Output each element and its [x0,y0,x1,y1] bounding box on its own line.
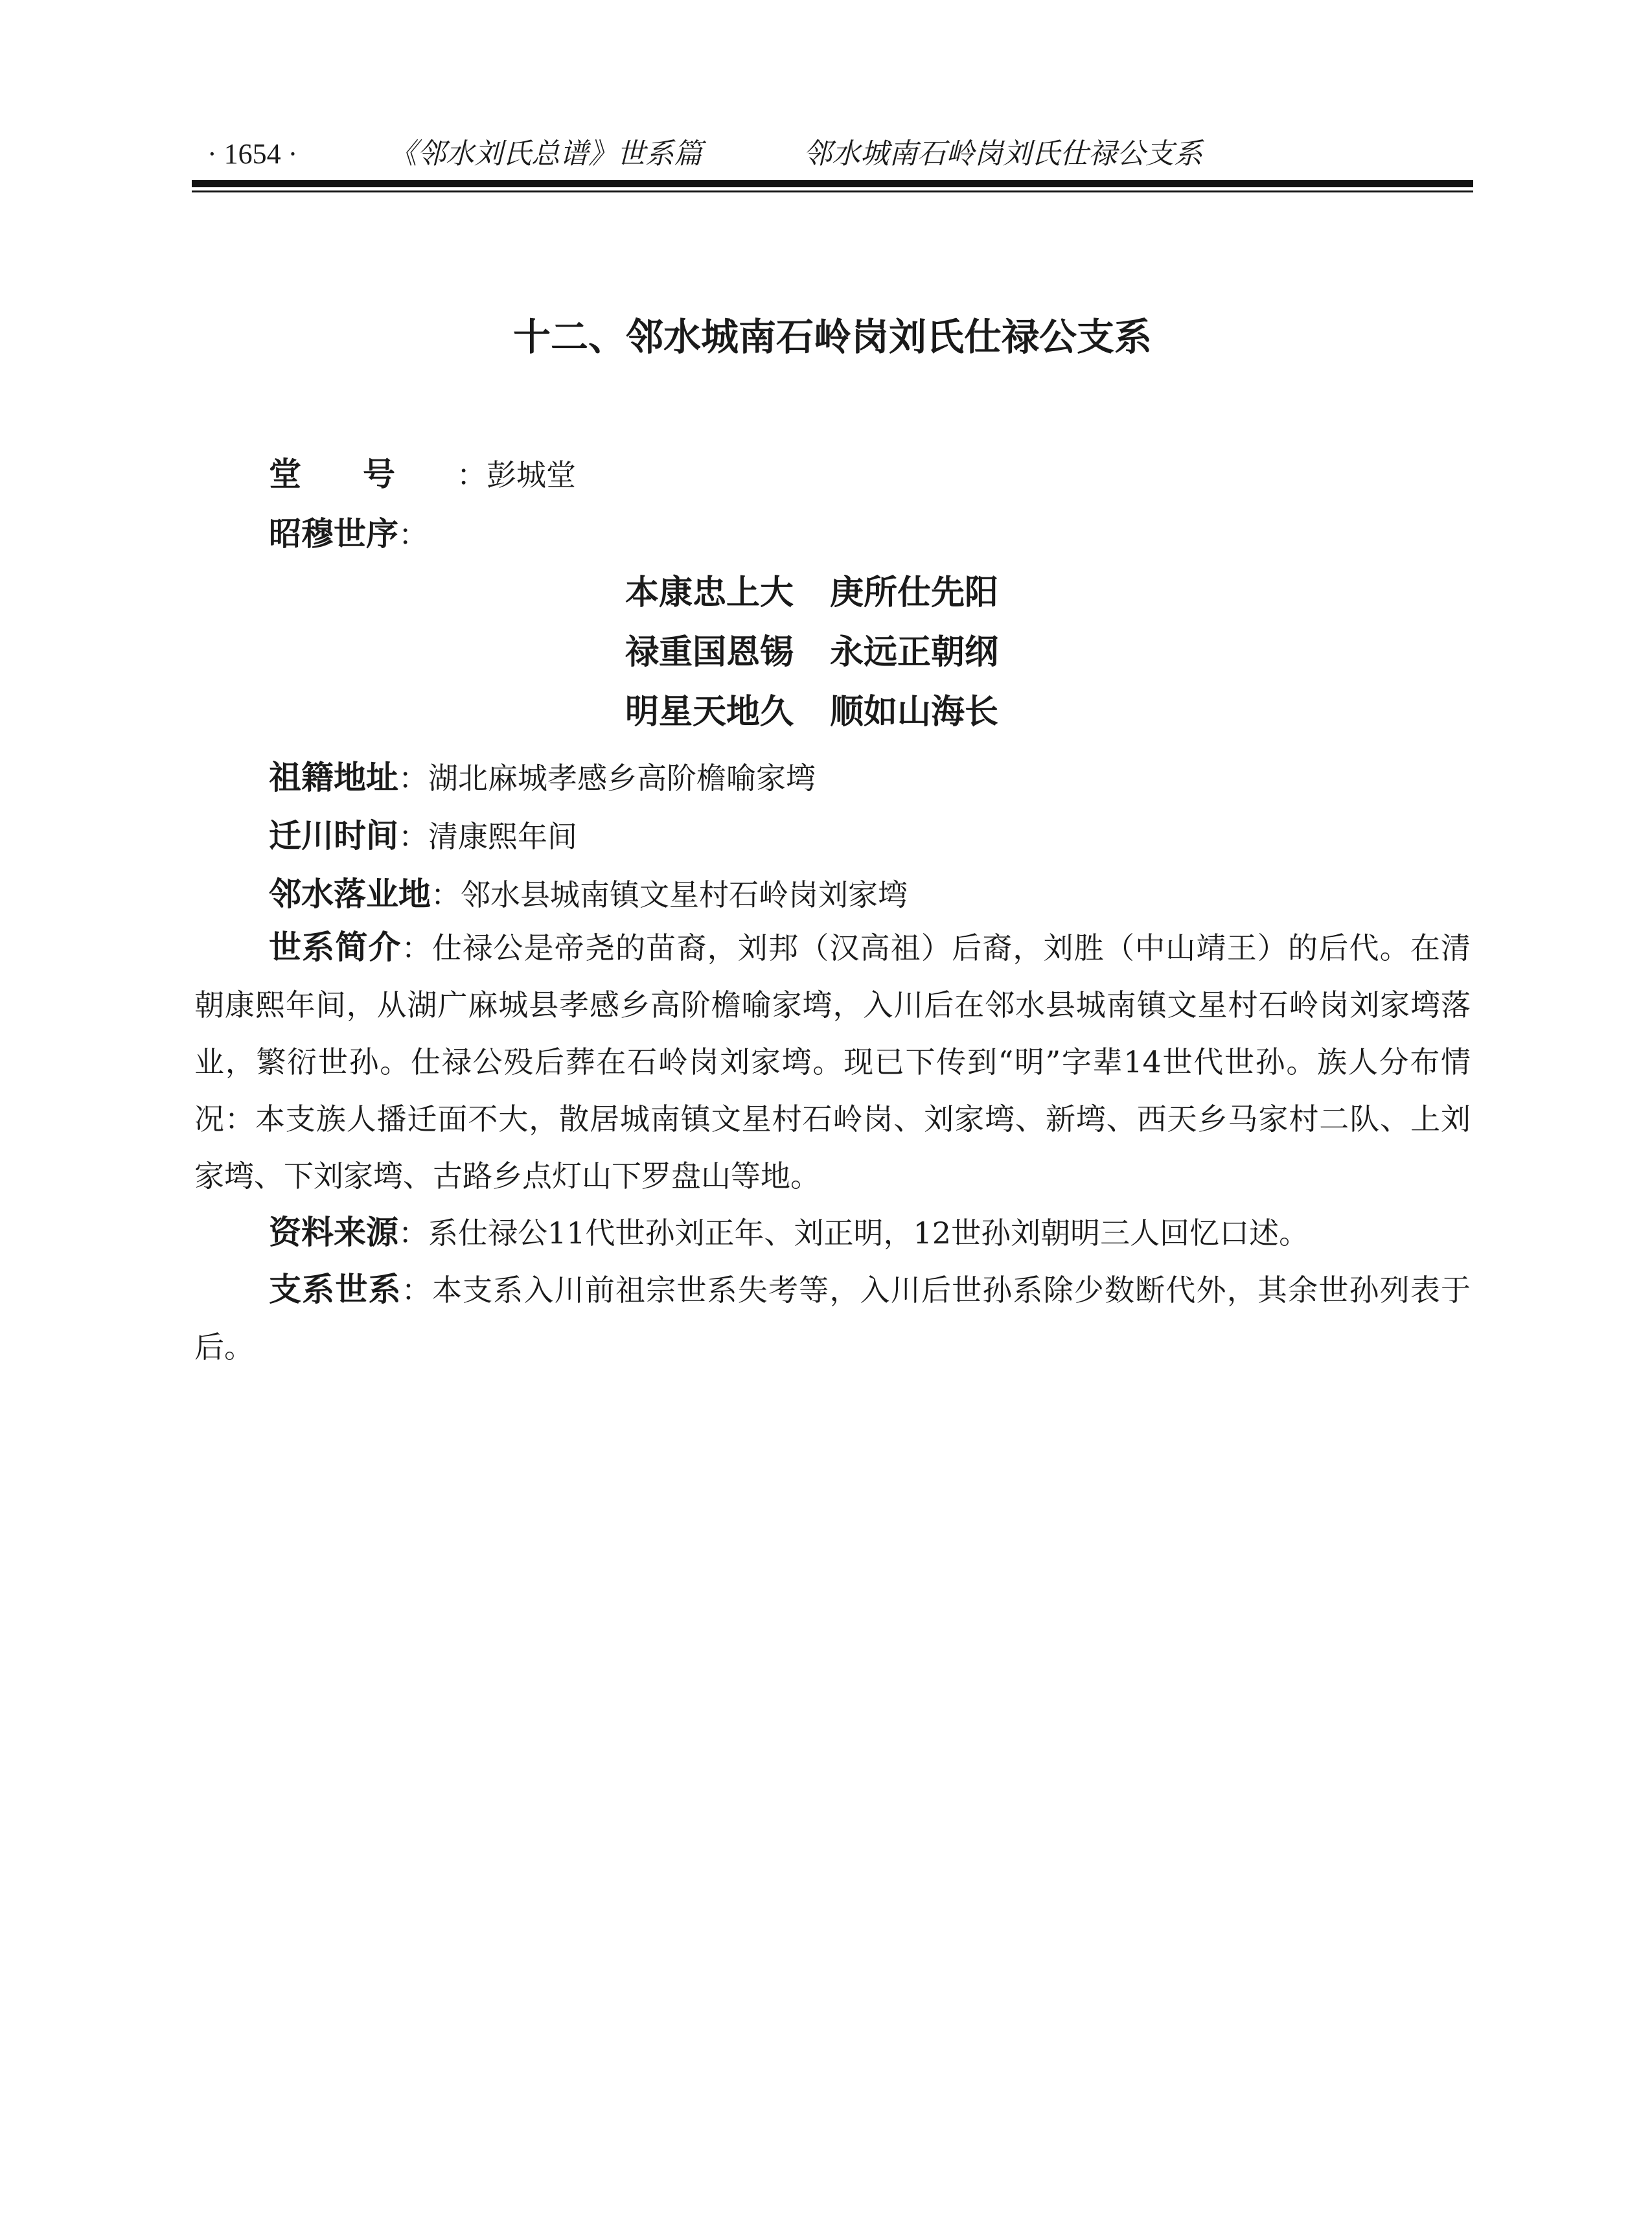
poem-second-half: 永远正朝纲 [830,633,999,672]
poem-line [625,570,998,616]
field-label: 堂号 [269,456,457,493]
paragraph-sep: ： [398,1216,428,1251]
field-label: 昭穆世序 [269,515,398,553]
paragraph-text: 仕禄公是帝尧的苗裔，刘邦（汉高祖）后裔，刘胜（中山靖王）的后代。在清朝康熙年间，从湖广麻城县孝感乡高阶檐喻家塆，入川后在邻水县城南镇文星村石岭岗刘家塆落业，繁衍世孙。仕禄公殁后葬在石岭岗刘家塆。现已下传到“明”字辈14世代世孙。族人分布情况：本支族人播迁面不大，散居城南镇文星村石岭岗、刘家塆、新塆、西天乡马家村二队、上刘家塆、下刘家塆、古路乡点灯山下罗盘山等地。 [194,930,1471,1194]
poem-first-half: 明星天地久 [625,693,794,732]
field-sep: ： [457,457,487,492]
field-value: 清康熙年间 [428,819,577,854]
paragraph-label: 支系世系 [269,1271,402,1308]
field-hall [269,454,576,496]
section-title: 邻水城南石岭岗刘氏仕禄公支系 [803,138,1202,170]
field-label: 邻水落业地 [269,875,431,913]
field-value: 邻水县城南镇文星村石岭岗刘家塆 [461,877,908,912]
field-value: 彭城堂 [487,457,576,492]
field-label: 祖籍地址 [269,759,398,796]
field-sep: ： [398,517,428,552]
field-label: 迁川时间 [269,817,398,855]
poem-first-half: 本康忠上大 [625,573,794,612]
field-migration-time [269,815,577,857]
paragraph-intro [194,919,1471,1205]
poem-line [625,630,998,675]
poem-second-half: 庚所仕先阳 [830,573,999,612]
paragraph-text: 系仕禄公11代世孙刘正年、刘正明，12世孙刘朝明三人回忆口述。 [428,1216,1309,1251]
poem-second-half: 顺如山海长 [830,693,999,732]
book-title: 《邻水刘氏总谱》世系篇 [389,138,702,170]
field-settlement [269,873,908,916]
field-sep: ： [398,819,428,854]
paragraph-source [194,1204,1471,1262]
chapter-title: 十二、邻水城南石岭岗刘氏仕禄公支系 [512,315,1152,359]
paragraph-label: 资料来源 [269,1214,398,1251]
field-value: 湖北麻城孝感乡高阶檐喻家塆 [428,761,816,796]
field-generation-order [269,513,428,555]
paragraph-text: 本支系入川前祖宗世系失考等，入川后世孙系除少数断代外，其余世孙列表于后。 [194,1273,1471,1365]
paragraph-label: 世系简介 [269,929,402,966]
running-header [194,135,1471,174]
poem-line [625,689,998,735]
page-number: · 1654 · [207,138,298,170]
field-ancestral-home [269,757,816,799]
header-rule-thin [192,190,1473,192]
poem-first-half: 禄重国恩锡 [625,633,794,672]
header-rule-thick [192,180,1473,187]
paragraph-sep: ： [401,1273,432,1308]
paragraph-lineage [194,1261,1471,1376]
field-sep: ： [431,877,461,912]
paragraph-sep: ： [401,930,432,965]
field-sep: ： [398,761,428,796]
